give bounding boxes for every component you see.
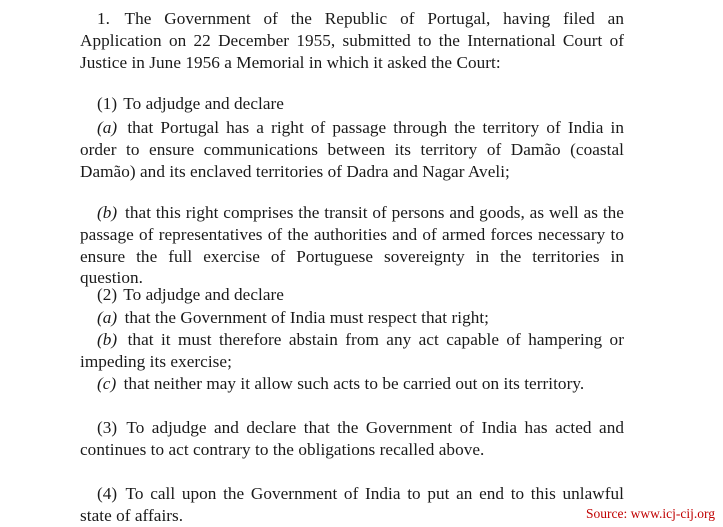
sub-item-text: that the Government of India must respect that right; [124,308,490,327]
claim-number: (4) [97,484,118,503]
claim-number: (3) [97,418,118,437]
claim-text: To adjudge and declare that the Government of India has acted and continues to act contrary to the obligations recalled above. [80,418,624,459]
paragraph-1 [80,8,624,73]
claim-4 [80,483,624,527]
sub-item-label: (a) [97,308,118,327]
claim-1b [80,202,624,289]
sub-item-text: that neither may it allow such acts to be carried out on its territory. [123,374,585,393]
paragraph-text: The Government of the Republic of Portugal, having filed an Application on 22 December 1955, submitted to the International Court of Justice in June 1956 a Memorial in which it asked the Court: [80,9,624,72]
paragraph-number: 1. [97,9,110,28]
claim-text: To call upon the Government of India to put an end to this unlawful state of affairs. [80,484,624,525]
claim-2b [80,329,624,373]
claim-3 [80,417,624,461]
sub-item-label: (b) [97,203,118,222]
sub-item-label: (a) [97,118,118,137]
sub-item-text: that it must therefore abstain from any act capable of hampering or impeding its exercise; [80,330,624,371]
claim-1-heading [80,93,624,115]
source-credit: Source: www.icj-cij.org [586,506,715,521]
claim-2a [80,307,624,329]
sub-item-text: that this right comprises the transit of persons and goods, as well as the passage of representatives of the authorities and of armed forces necessary to ensure the full exercise of Portuguese sovereignty in the territories in question. [80,203,624,288]
claim-text: To adjudge and declare [123,94,284,113]
sub-item-label: (b) [97,330,118,349]
sub-item-label: (c) [97,374,117,393]
claim-number: (1) [97,94,118,113]
claim-number: (2) [97,285,118,304]
claim-2-heading [80,284,624,306]
claim-1a [80,117,624,182]
sub-item-text: that Portugal has a right of passage through the territory of India in order to ensure communications between its territory of Damão (coastal Damão) and its enclaved territories of Dadra and Nagar Aveli; [80,118,624,181]
claim-2c [80,373,624,395]
claim-text: To adjudge and declare [123,285,284,304]
